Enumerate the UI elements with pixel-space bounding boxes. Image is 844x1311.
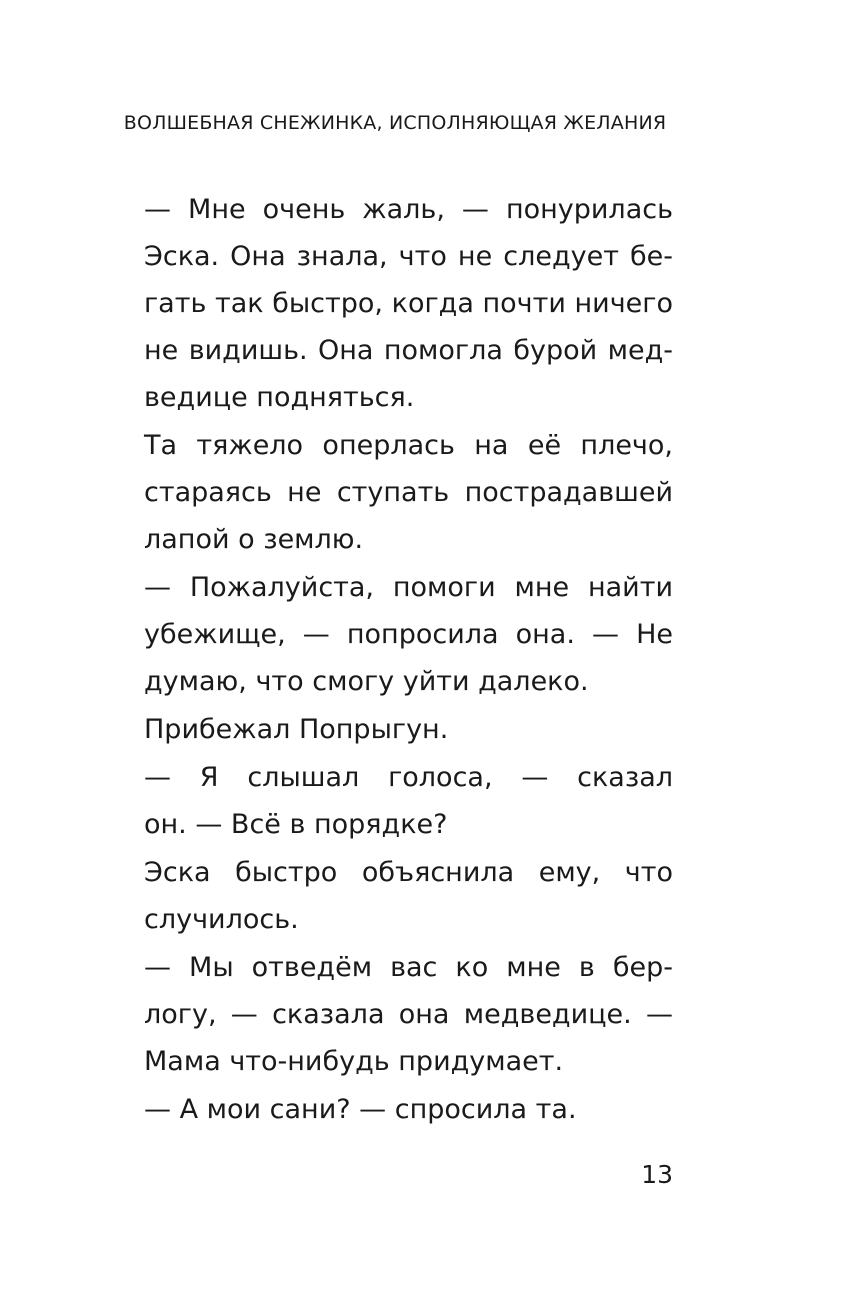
paragraph [105,422,673,563]
paragraph [105,944,673,1085]
paragraph [105,1086,673,1133]
paragraph [105,706,673,753]
text-line: лапой о землю. [144,524,364,555]
text-line: убежище, — попросила она. — Не [144,619,673,650]
text-line: — Я слышал голоса, — сказал [144,762,673,793]
text-body [105,186,673,1134]
text-line: логу, — сказала она медведице. — [144,999,673,1030]
running-head: ВОЛШЕБНАЯ СНЕЖИНКА, ИСПОЛНЯЮЩАЯ ЖЕЛАНИЯ [123,112,667,134]
text-line: Мама что-нибудь придумает. [144,1046,564,1077]
text-line: случилось. [144,904,299,935]
text-line: — Мне очень жаль, — понурилась [144,194,673,225]
paragraph [105,849,673,943]
text-line: ведице подняться. [144,382,415,413]
text-line: думаю, что смогу уйти далеко. [144,666,589,697]
text-line: — Пожалуйста, помоги мне найти [144,572,673,603]
text-line: Та тяжело оперлась на её плечо, [144,430,673,461]
page-number: 13 [641,1160,673,1189]
text-line: стараясь не ступать пострадавшей [144,477,673,508]
text-line: Эска. Она знала, что не следует бе- [144,241,673,272]
text-line: не видишь. Она помогла бурой мед- [144,335,673,366]
paragraph [105,186,673,421]
text-line: — А мои сани? — спросила та. [144,1094,577,1125]
text-line: Эска быстро объяснила ему, что [144,857,673,888]
text-line: гать так быстро, когда почти ничего [144,288,673,319]
text-line: Прибежал Попрыгун. [144,714,449,745]
paragraph [105,564,673,705]
text-line: он. — Всё в порядке? [144,809,448,840]
text-line: — Мы отведём вас ко мне в бер- [144,952,673,983]
paragraph [105,754,673,848]
